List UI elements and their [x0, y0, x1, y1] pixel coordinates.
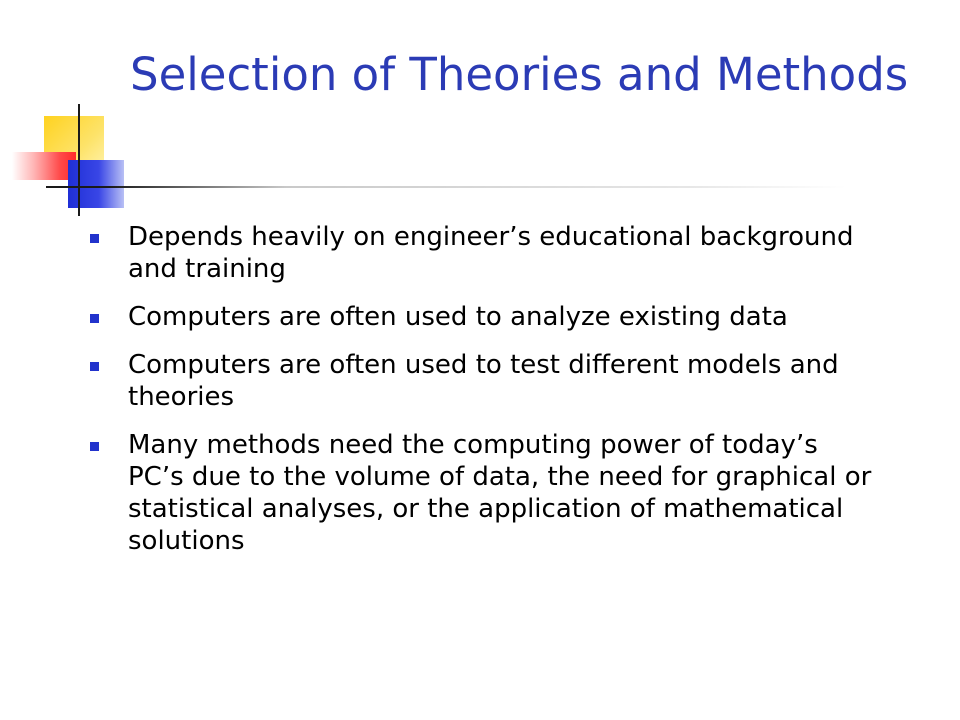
bullet-square-icon — [90, 442, 99, 451]
bullet-item — [90, 349, 880, 413]
bullet-item — [90, 221, 880, 285]
title-underline — [46, 186, 846, 188]
slide-title: Selection of Theories and Methods — [130, 48, 909, 101]
decorative-blue-square — [68, 160, 124, 208]
bullet-text: Computers are often used to analyze existing data — [128, 302, 788, 332]
decorative-logo — [0, 0, 140, 230]
decorative-vertical-line — [78, 104, 80, 216]
bullet-item — [90, 301, 880, 333]
bullet-list — [90, 221, 880, 573]
bullet-square-icon — [90, 314, 99, 323]
decorative-red-bar — [12, 152, 76, 180]
bullet-text: Many methods need the computing power of today’s PC’s due to the volume of data, the need for graphical or statistical analyses, or the application of mathematical solutions — [128, 430, 872, 556]
bullet-text: Computers are often used to test different models and theories — [128, 350, 839, 412]
bullet-item — [90, 429, 880, 557]
bullet-text: Depends heavily on engineer’s educational background and training — [128, 222, 854, 284]
bullet-square-icon — [90, 234, 99, 243]
bullet-square-icon — [90, 362, 99, 371]
